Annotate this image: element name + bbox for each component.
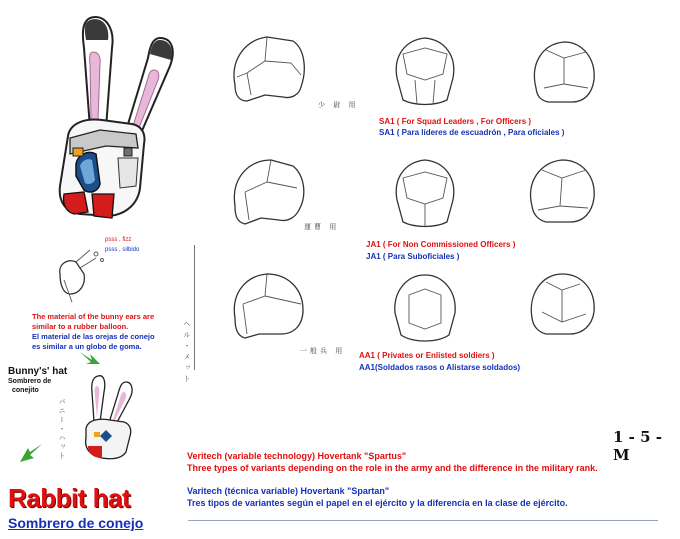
helmet-sa1-side-sketch	[225, 25, 310, 110]
page-code: 1 - 5 - M	[613, 428, 662, 464]
helmet-aa1-label-en: AA1 ( Privates or Enlisted soldiers )	[359, 351, 495, 360]
sound-effect-en: psss , fizz	[105, 237, 132, 243]
helmet-sa1-back-sketch	[520, 28, 605, 113]
helmet-aa1-jp-label: 一般兵 用	[300, 347, 346, 355]
helmet-sa1-jp-label: 少 尉 用	[318, 101, 359, 109]
bottom-divider	[188, 520, 658, 521]
helmet-ja1-label-es: JA1 ( Para Suboficiales )	[366, 252, 460, 261]
material-note-es: El material de las orejas de conejo es similar a un globo de goma.	[32, 332, 155, 351]
bunny-hat-subtitle-1: Sombrero de	[8, 378, 52, 385]
caption-en-body: Three types of variants depending on the role in the army and the difference in the military rank.	[187, 463, 598, 473]
bunny-hat-title: Bunny's' hat	[8, 366, 68, 377]
sound-effect-es: psss , silbido	[105, 247, 140, 253]
helmet-ja1-front-sketch	[385, 150, 465, 235]
helmet-ja1-jp-label: 運曹 用	[304, 223, 340, 231]
green-arrow-top	[78, 348, 102, 366]
helmet-sa1-front-sketch	[385, 28, 465, 113]
material-note-en: The material of the bunny ears are similar to a rubber balloon.	[32, 312, 155, 331]
helmet-aa1-front-sketch	[385, 265, 465, 350]
main-title: Rabbit hat	[8, 483, 131, 513]
main-subtitle: Sombrero de conejo	[8, 515, 144, 531]
helmet-sa1-label-es: SA1 ( Para líderes de escuadrón , Para oficiales )	[379, 128, 565, 137]
helmet-sa1-label-en: SA1 ( For Squad Leaders , For Officers )	[379, 117, 532, 126]
green-arrow-bottom	[18, 442, 44, 464]
caption-en-title: Veritech (variable technology) Hovertank "Spartus"	[187, 451, 407, 461]
side-divider	[194, 245, 195, 370]
helmet-aa1-back-sketch	[518, 262, 603, 347]
bunny-hat-jp-vertical: バニー・ハット	[58, 398, 66, 461]
rabbit-helmet-illustration	[40, 8, 180, 228]
helmet-aa1-label-es: AA1(Soldados rasos o Alistarse soldados)	[359, 363, 521, 372]
caption-es-title: Varitech (técnica variable) Hovertank "Spartan"	[187, 486, 390, 496]
side-jp-vertical: ヘル・メット	[183, 320, 191, 386]
bunny-hat-subtitle-2: conejito	[12, 387, 39, 394]
bunny-hat-small-sketch	[72, 372, 152, 462]
ear-deflate-sketch	[50, 244, 110, 306]
helmet-ja1-side-sketch	[225, 148, 310, 233]
caption-es-body: Tres tipos de variantes según el papel en el ejército y la diferencia en la clase de ejército.	[187, 498, 568, 508]
helmet-ja1-back-sketch	[518, 148, 603, 233]
helmet-aa1-side-sketch	[225, 262, 310, 347]
helmet-ja1-label-en: JA1 ( For Non Commissioned Officers )	[366, 240, 516, 249]
